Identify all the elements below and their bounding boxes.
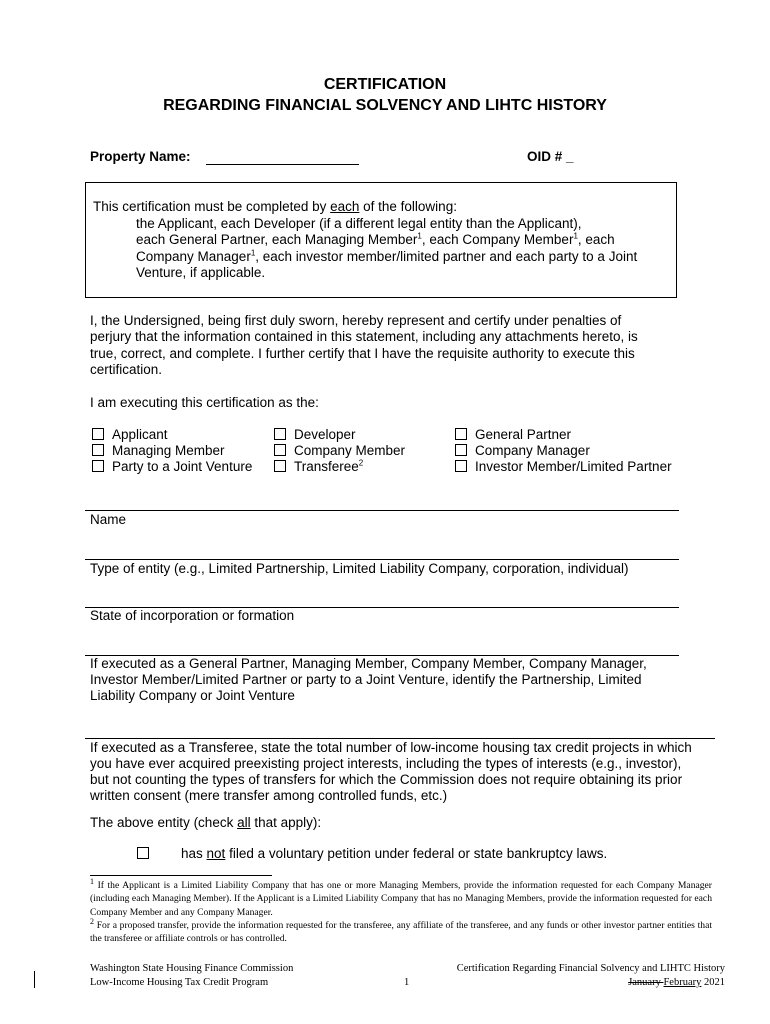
margin-change-bar bbox=[34, 971, 35, 988]
footer-doc-title: Certification Regarding Financial Solvency and LIHTC History bbox=[456, 963, 725, 974]
bankruptcy-checkbox[interactable] bbox=[137, 847, 149, 859]
checkbox[interactable] bbox=[455, 428, 467, 440]
role-investor-member[interactable]: Investor Member/Limited Partner bbox=[455, 459, 672, 475]
oath-line-1: I, the Undersigned, being first duly sworn, hereby represent and certify under penalties of bbox=[90, 313, 622, 328]
checkbox[interactable] bbox=[92, 444, 104, 456]
oid-label: OID # _ bbox=[527, 149, 574, 164]
role-party-joint-venture[interactable]: Party to a Joint Venture bbox=[92, 459, 252, 475]
page-title: CERTIFICATION bbox=[323, 76, 447, 93]
notice-intro: This certification must be completed by each of the following: bbox=[93, 199, 457, 214]
entity-type-label: Type of entity (e.g., Limited Partnership, Limited Liability Company, corporation, individual) bbox=[90, 561, 629, 576]
role-managing-member[interactable]: Managing Member bbox=[92, 443, 252, 459]
roles-column-3 bbox=[455, 427, 672, 475]
role-developer[interactable]: Developer bbox=[274, 427, 405, 443]
footnote-2: $^2$ For a proposed transfer, provide the information requested for the transferee, any affiliate of the transferee, and any funds or other investor partner entities that the transferee or affiliate controls or has controlled. bbox=[90, 916, 712, 945]
oath-line-3: true, correct, and complete. I further certify that I have the requisite authority to execute this bbox=[90, 346, 635, 361]
checkbox[interactable] bbox=[92, 428, 104, 440]
partnership-label-line-1: If executed as a General Partner, Managing Member, Company Member, Company Manager, bbox=[90, 656, 647, 671]
transferee-field-line[interactable] bbox=[85, 738, 715, 739]
transferee-label-line-1: If executed as a Transferee, state the total number of low-income housing tax credit projects in which bbox=[90, 740, 692, 755]
state-label: State of incorporation or formation bbox=[90, 608, 295, 623]
footnote-1: $^1$ If the Applicant is a Limited Liability Company that has one or more Managing Members, provide the information requested for each Company Manager (including each Managing Member). If the Applicant is a Limited Liability Company that has no Managing Members, provide the information requested for each Company Member and any Company Manager. bbox=[90, 876, 712, 918]
footer-revision-date: January February 2021 bbox=[628, 977, 725, 988]
transferee-label-line-3: but not counting the types of transfers for which the Commission does not require obtaining its prior bbox=[90, 772, 683, 787]
transferee-label-line-2: you have ever acquired preexisting project interests, including the types of interests (e.g., investor), bbox=[90, 756, 682, 771]
oid-field[interactable]: _ bbox=[566, 149, 574, 164]
checkbox[interactable] bbox=[274, 460, 286, 472]
oath-line-2: perjury that the information contained in this statement, including any attachments hereto, is bbox=[90, 329, 638, 344]
roles-column-2 bbox=[274, 427, 405, 475]
checkbox[interactable] bbox=[455, 444, 467, 456]
page-number: 1 bbox=[404, 977, 410, 988]
partnership-label-line-3: Liability Company or Joint Venture bbox=[90, 688, 295, 703]
notice-line-4: Venture, if applicable. bbox=[136, 265, 266, 280]
footer-program: Low-Income Housing Tax Credit Program bbox=[90, 977, 269, 988]
transferee-label-line-4: written consent (mere transfer among controlled funds, etc.) bbox=[90, 788, 448, 803]
checkbox[interactable] bbox=[274, 444, 286, 456]
entity-type-field-line[interactable] bbox=[85, 559, 679, 560]
property-name-field[interactable] bbox=[206, 149, 359, 165]
role-company-manager[interactable]: Company Manager bbox=[455, 443, 672, 459]
role-applicant[interactable]: Applicant bbox=[92, 427, 252, 443]
name-label: Name bbox=[90, 512, 127, 527]
bankruptcy-statement: has not filed a voluntary petition under federal or state bankruptcy laws. bbox=[181, 846, 608, 861]
name-field-line[interactable] bbox=[85, 510, 679, 511]
notice-line-3: Company Manager$^1$, each investor member/limited partner and each party to a Joint bbox=[136, 248, 638, 264]
role-transferee[interactable]: Transferee$^2$ bbox=[274, 459, 405, 475]
footnote-separator bbox=[90, 875, 272, 876]
footer-org: Washington State Housing Finance Commission bbox=[90, 963, 294, 974]
role-company-member[interactable]: Company Member bbox=[274, 443, 405, 459]
executing-as-label: I am executing this certification as the: bbox=[90, 395, 319, 410]
page-subtitle: REGARDING FINANCIAL SOLVENCY AND LIHTC HISTORY bbox=[163, 97, 607, 114]
check-all-label: The above entity (check all that apply): bbox=[90, 815, 322, 830]
checkbox[interactable] bbox=[274, 428, 286, 440]
roles-column-1 bbox=[92, 427, 252, 475]
checkbox[interactable] bbox=[92, 460, 104, 472]
oath-line-4: certification. bbox=[90, 362, 163, 377]
notice-line-1: the Applicant, each Developer (if a different legal entity than the Applicant), bbox=[136, 216, 582, 231]
checkbox[interactable] bbox=[455, 460, 467, 472]
partnership-label-line-2: Investor Member/Limited Partner or party to a Joint Venture, identify the Partnership, Limited bbox=[90, 672, 642, 687]
property-name-label: Property Name: bbox=[90, 149, 191, 164]
role-general-partner[interactable]: General Partner bbox=[455, 427, 672, 443]
notice-line-2: each General Partner, each Managing Member$^1$, each Company Member$^1$, each bbox=[136, 231, 615, 247]
